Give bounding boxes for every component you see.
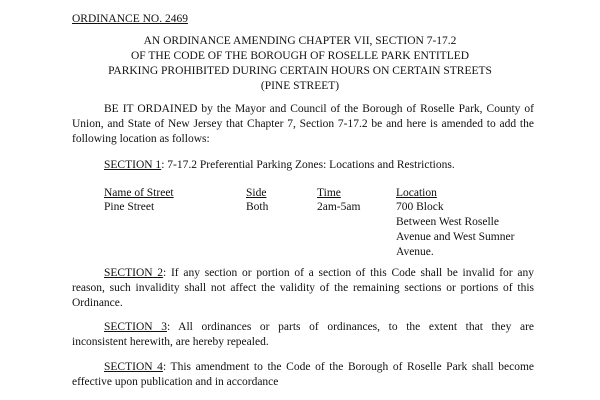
- header-street: Name of Street: [104, 187, 174, 199]
- header-location: Location: [396, 187, 437, 199]
- ordinance-title: [0, 34, 600, 94]
- row-time: 2am-5am: [317, 201, 361, 213]
- header-side: Side: [246, 187, 267, 199]
- section-3-text: : All ordinances or parts of ordinances, to the extent that they are: [166, 321, 534, 333]
- row-location: [396, 200, 514, 260]
- section-1-heading: SECTION 1: [104, 159, 162, 171]
- section-3: [72, 320, 534, 350]
- section-2-line: reason, such invalidity shall not affect the validity of the remaining sections or portions of this: [72, 282, 534, 294]
- ordinance-number: ORDINANCE NO. 2469: [72, 13, 188, 25]
- section-4-line: effective upon publication and in accordance: [72, 376, 279, 388]
- section-1: [104, 158, 455, 173]
- section-2-line: Ordinance.: [72, 297, 123, 309]
- title-line: OF THE CODE OF THE BOROUGH OF ROSELLE PARK ENTITLED: [130, 50, 470, 62]
- intro-line: following location as follows:: [72, 133, 210, 145]
- intro-line: BE IT ORDAINED by the Mayor and Council of the Borough of Roselle Park, County of: [104, 103, 534, 115]
- section-1-text: : 7-17.2 Preferential Parking Zones: Locations and Restrictions.: [161, 159, 455, 171]
- location-line: 700 Block: [396, 201, 444, 213]
- location-line: Avenue.: [396, 246, 434, 258]
- section-3-first-line: [72, 320, 534, 335]
- header-time: Time: [317, 187, 341, 199]
- section-4-heading: SECTION 4: [104, 361, 163, 373]
- intro-paragraph: [72, 102, 534, 147]
- title-line: AN ORDINANCE AMENDING CHAPTER VII, SECTION 7-17.2: [143, 35, 457, 47]
- section-2-first-line: [72, 266, 534, 281]
- row-street: Pine Street: [104, 201, 155, 213]
- location-line: Avenue and West Sumner: [396, 231, 515, 243]
- section-2: [72, 266, 534, 311]
- title-line: (PINE STREET): [260, 80, 340, 92]
- section-4-text: : This amendment to the Code of the Borough of Roselle Park shall become: [162, 361, 534, 373]
- section-4: [72, 360, 534, 390]
- section-3-line: inconsistent herewith, are hereby repealed.: [72, 336, 269, 348]
- section-4-first-line: [72, 360, 534, 375]
- section-2-heading: SECTION 2: [104, 267, 164, 279]
- location-line: Between West Roselle: [396, 216, 499, 228]
- title-line: PARKING PROHIBITED DURING CERTAIN HOURS ON CERTAIN STREETS: [108, 65, 492, 77]
- row-side: Both: [246, 201, 269, 213]
- intro-line: Union, and State of New Jersey that Chapter 7, Section 7-17.2 be and here is amended to add the: [72, 118, 534, 130]
- section-2-text: : If any section or portion of a section of this Code shall be invalid for any: [163, 267, 534, 279]
- section-3-heading: SECTION 3: [104, 321, 167, 333]
